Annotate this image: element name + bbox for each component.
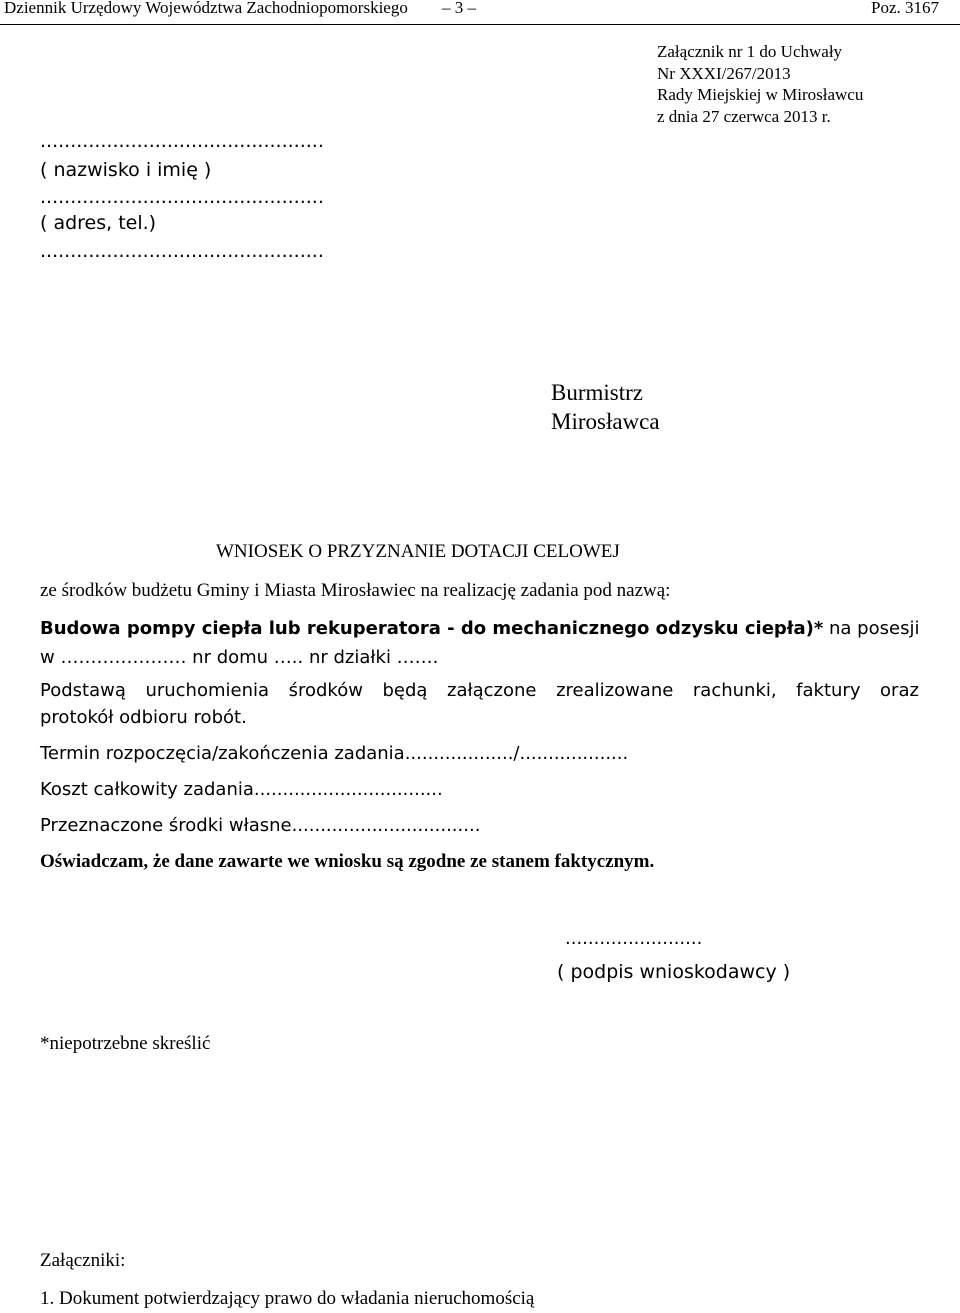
address-dots: ............................................... <box>40 186 324 208</box>
basis-word: załączone <box>447 680 537 701</box>
phone-dots: ............................................... <box>40 240 324 262</box>
signature-dots: ........................ <box>565 928 703 949</box>
own-funds-field: Przeznaczone środki własne................................. <box>40 815 481 836</box>
position-number: Poz. 3167 <box>871 0 939 17</box>
address-label: ( adres, tel.) <box>40 212 157 234</box>
page-number: – 3 – <box>442 0 476 17</box>
addressee-name: Mirosławca <box>551 409 660 434</box>
basis-word: zrealizowane <box>556 680 674 701</box>
term-field: Termin rozpoczęcia/zakończenia zadania.................../................... <box>40 743 629 764</box>
basis-word: uruchomienia <box>145 680 270 701</box>
annex-line: Załącznik nr 1 do Uchwały <box>657 42 843 61</box>
basis-line <box>40 680 919 701</box>
name-dots: ............................................... <box>40 130 324 152</box>
annex-reference <box>657 41 863 127</box>
basis-word: będą <box>382 680 428 701</box>
annex-line: Rady Miejskiej w Mirosławcu <box>657 85 864 104</box>
task-line <box>40 618 919 639</box>
name-label: ( nazwisko i imię ) <box>40 159 212 181</box>
signature-label: ( podpis wnioskodawcy ) <box>557 961 791 983</box>
addressee-title: Burmistrz <box>551 380 643 405</box>
basis-word: środków <box>288 680 363 701</box>
basis-word: Podstawą <box>40 680 126 701</box>
header-rule <box>0 24 960 25</box>
basis-line-2: protokół odbioru robót. <box>40 707 247 728</box>
location-line: w ………………… nr domu ….. nr działki ……. <box>40 647 439 668</box>
basis-word: rachunki, <box>692 680 777 701</box>
footnote: *niepotrzebne skreślić <box>40 1033 211 1054</box>
task-location-label: na posesji <box>829 618 920 639</box>
basis-word: faktury <box>796 680 861 701</box>
attachments-heading: Załączniki: <box>40 1250 126 1271</box>
journal-title: Dziennik Urzędowy Województwa Zachodniopomorskiego <box>4 0 408 17</box>
task-name: Budowa pompy ciepła lub rekuperatora - do mechanicznego odzysku ciepła)* <box>40 618 824 639</box>
annex-line: z dnia 27 czerwca 2013 r. <box>657 106 831 126</box>
form-intro: ze środków budżetu Gminy i Miasta Mirosławiec na realizację zadania pod nazwą: <box>40 580 671 601</box>
annex-line: Nr XXXI/267/2013 <box>657 63 791 83</box>
declaration: Oświadczam, że dane zawarte we wniosku są zgodne ze stanem faktycznym. <box>40 851 655 872</box>
form-title: WNIOSEK O PRZYZNANIE DOTACJI CELOWEJ <box>216 541 620 562</box>
basis-word: oraz <box>880 680 919 701</box>
cost-field: Koszt całkowity zadania................................. <box>40 779 443 800</box>
attachment-item: 1. Dokument potwierdzający prawo do władania nieruchomością <box>40 1288 535 1309</box>
